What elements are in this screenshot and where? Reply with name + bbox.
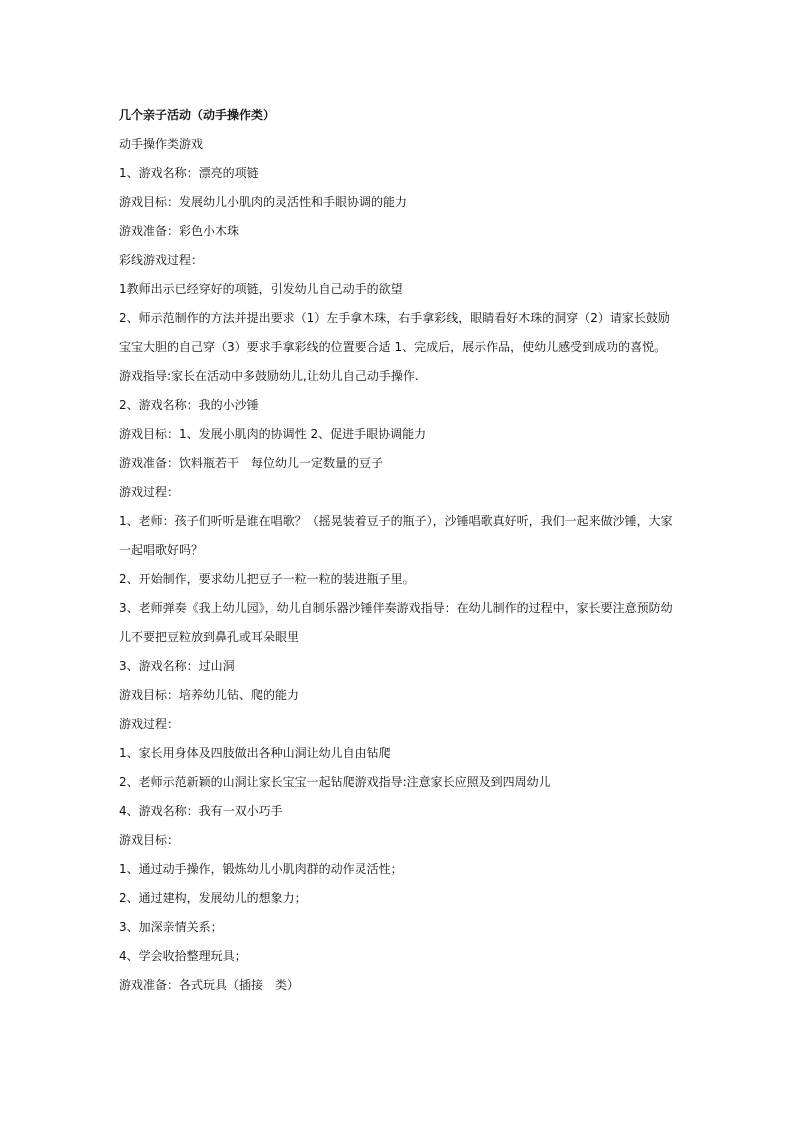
section-heading: 动手操作类游戏	[119, 137, 204, 151]
game-3-process-heading: 游戏过程：	[119, 717, 180, 731]
game-1-process-heading: 彩线游戏过程：	[119, 253, 204, 267]
game-2-name: 2、游戏名称：我的小沙锤	[119, 398, 259, 412]
game-2-process-heading: 游戏过程：	[119, 485, 180, 499]
game-4-name: 4、游戏名称：我有一双小巧手	[119, 804, 283, 818]
game-1-step-2-line-2: 宝宝大胆的自己穿（3）要求手拿彩线的位置要合适 1、完成后，展示作品，使幼儿感受到成功的喜悦。	[119, 340, 667, 354]
document-title: 几个亲子活动（动手操作类）	[119, 108, 276, 122]
game-4-goal-3: 3、加深亲情关系；	[119, 920, 223, 934]
game-1-guidance: 游戏指导:家长在活动中多鼓励幼儿,让幼儿自己动手操作.	[119, 369, 419, 383]
game-4-goal-1: 1、通过动手操作，锻炼幼儿小肌肉群的动作灵活性；	[119, 862, 403, 876]
game-1-step-2-line-1: 2、师示范制作的方法并提出要求（1）左手拿木珠，右手拿彩线，眼睛看好木珠的洞穿（2）请家长鼓励	[119, 311, 670, 325]
game-2-step-2: 2、开始制作，要求幼儿把豆子一粒一粒的装进瓶子里。	[119, 572, 415, 586]
document-body	[119, 101, 679, 1000]
game-2-step-1-line-2: 一起唱歌好吗？	[119, 543, 204, 557]
game-2-step-1-line-1: 1、老师：孩子们听听是谁在唱歌？（摇晃装着豆子的瓶子），沙锤唱歌真好听，我们一起来做沙锤，大家	[119, 514, 673, 528]
game-4-goal-2: 2、通过建构，发展幼儿的想象力；	[119, 891, 307, 905]
game-2-step-3-line-1: 3、老师弹奏《我上幼儿园》，幼儿自制乐器沙锤伴奏游戏指导：在幼儿制作的过程中，家长要注意预防幼	[119, 601, 673, 615]
game-2-step-3-line-2: 儿不要把豆粒放到鼻孔或耳朵眼里	[119, 630, 300, 644]
game-2-goal: 游戏目标：1、发展小肌肉的协调性 2、促进手眼协调能力	[119, 427, 427, 441]
game-4-goal-heading: 游戏目标：	[119, 833, 180, 847]
game-3-name: 3、游戏名称：过山洞	[119, 659, 235, 673]
game-3-step-2: 2、老师示范新颖的山洞让家长宝宝一起钻爬游戏指导:注意家长应照及到四周幼儿	[119, 775, 551, 789]
game-4-preparation: 游戏准备：各式玩具（插接 类）	[119, 978, 300, 992]
game-4-goal-4: 4、学会收拾整理玩具；	[119, 949, 247, 963]
game-1-preparation: 游戏准备：彩色小木珠	[119, 224, 240, 238]
game-1-step-1: 1教师出示已经穿好的项链，引发幼儿自己动手的欲望	[119, 282, 403, 296]
game-1-name: 1、游戏名称：漂亮的项链	[119, 166, 259, 180]
game-3-step-1: 1、家长用身体及四肢做出各种山洞让幼儿自由钻爬	[119, 746, 391, 760]
game-1-goal: 游戏目标：发展幼儿小肌肉的灵活性和手眼协调的能力	[119, 195, 408, 209]
game-2-preparation: 游戏准备：饮料瓶若干 每位幼儿一定数量的豆子	[119, 456, 384, 470]
game-3-goal: 游戏目标：培养幼儿钻、爬的能力	[119, 688, 300, 702]
